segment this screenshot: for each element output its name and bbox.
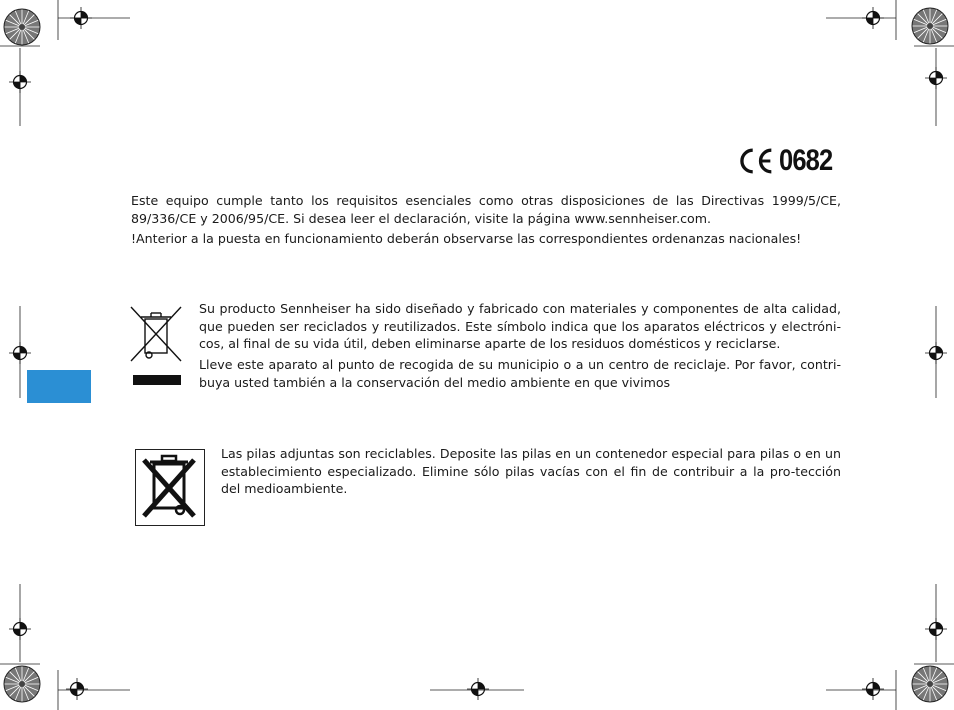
weee-paragraph-2: Lleve este aparato al punto de recogida de su municipio o a un centro de reciclaje. Por favor, contri-buya usted también a la conservación del medio ambiente en que vivimos — [199, 357, 841, 390]
registration-crosshair-icon — [924, 617, 948, 641]
registration-crosshair-icon — [8, 70, 32, 94]
battery-symbol-frame — [135, 449, 205, 526]
conformity-text: Este equipo cumple tanto los requisitos esenciales como otras disposiciones de las Directivas 1999/5/CE, 89/336/CE y 2006/95/CE. Si desea leer el declaración, visite la página www.sennheiser.com. — [131, 193, 841, 226]
registration-crosshair-icon — [466, 677, 490, 701]
registration-crosshair-icon — [861, 6, 885, 30]
crossed-wheelie-bin-icon — [129, 305, 183, 387]
crossed-battery-bin-icon — [136, 450, 204, 525]
ce-logo-icon — [738, 146, 775, 176]
registration-crosshair-icon — [69, 6, 93, 30]
registration-crosshair-icon — [8, 341, 32, 365]
registration-crosshair-icon — [924, 66, 948, 90]
conformity-note: !Anterior a la puesta en funcionamiento deberán observarse las correspondientes ordenanzas nacionales! — [131, 231, 802, 246]
battery-text: Las pilas adjuntas son reciclables. Deposite las pilas en un contenedor especial para pilas o en un establecimiento especializado. Elimine sólo pilas vacías con el fin de contribuir a la pro-tección del medioambiente. — [221, 446, 841, 496]
registration-crosshair-icon — [924, 341, 948, 365]
ce-notified-body-number: 0682 — [779, 144, 833, 177]
ce-mark — [738, 143, 842, 179]
registration-crosshair-icon — [8, 617, 32, 641]
registration-crosshair-icon — [65, 677, 89, 701]
registration-crosshair-icon — [861, 677, 885, 701]
weee-paragraph-1: Su producto Sennheiser ha sido diseñado y fabricado con materiales y componentes de alta calidad, que pueden ser reciclados y reutilizados. Este símbolo indica que los aparatos eléctricos y electróni-cos, al final de su vida útil, deben eliminarse aparte de los residuos domésticos y reciclarse. — [199, 301, 841, 351]
language-tab — [27, 370, 91, 403]
